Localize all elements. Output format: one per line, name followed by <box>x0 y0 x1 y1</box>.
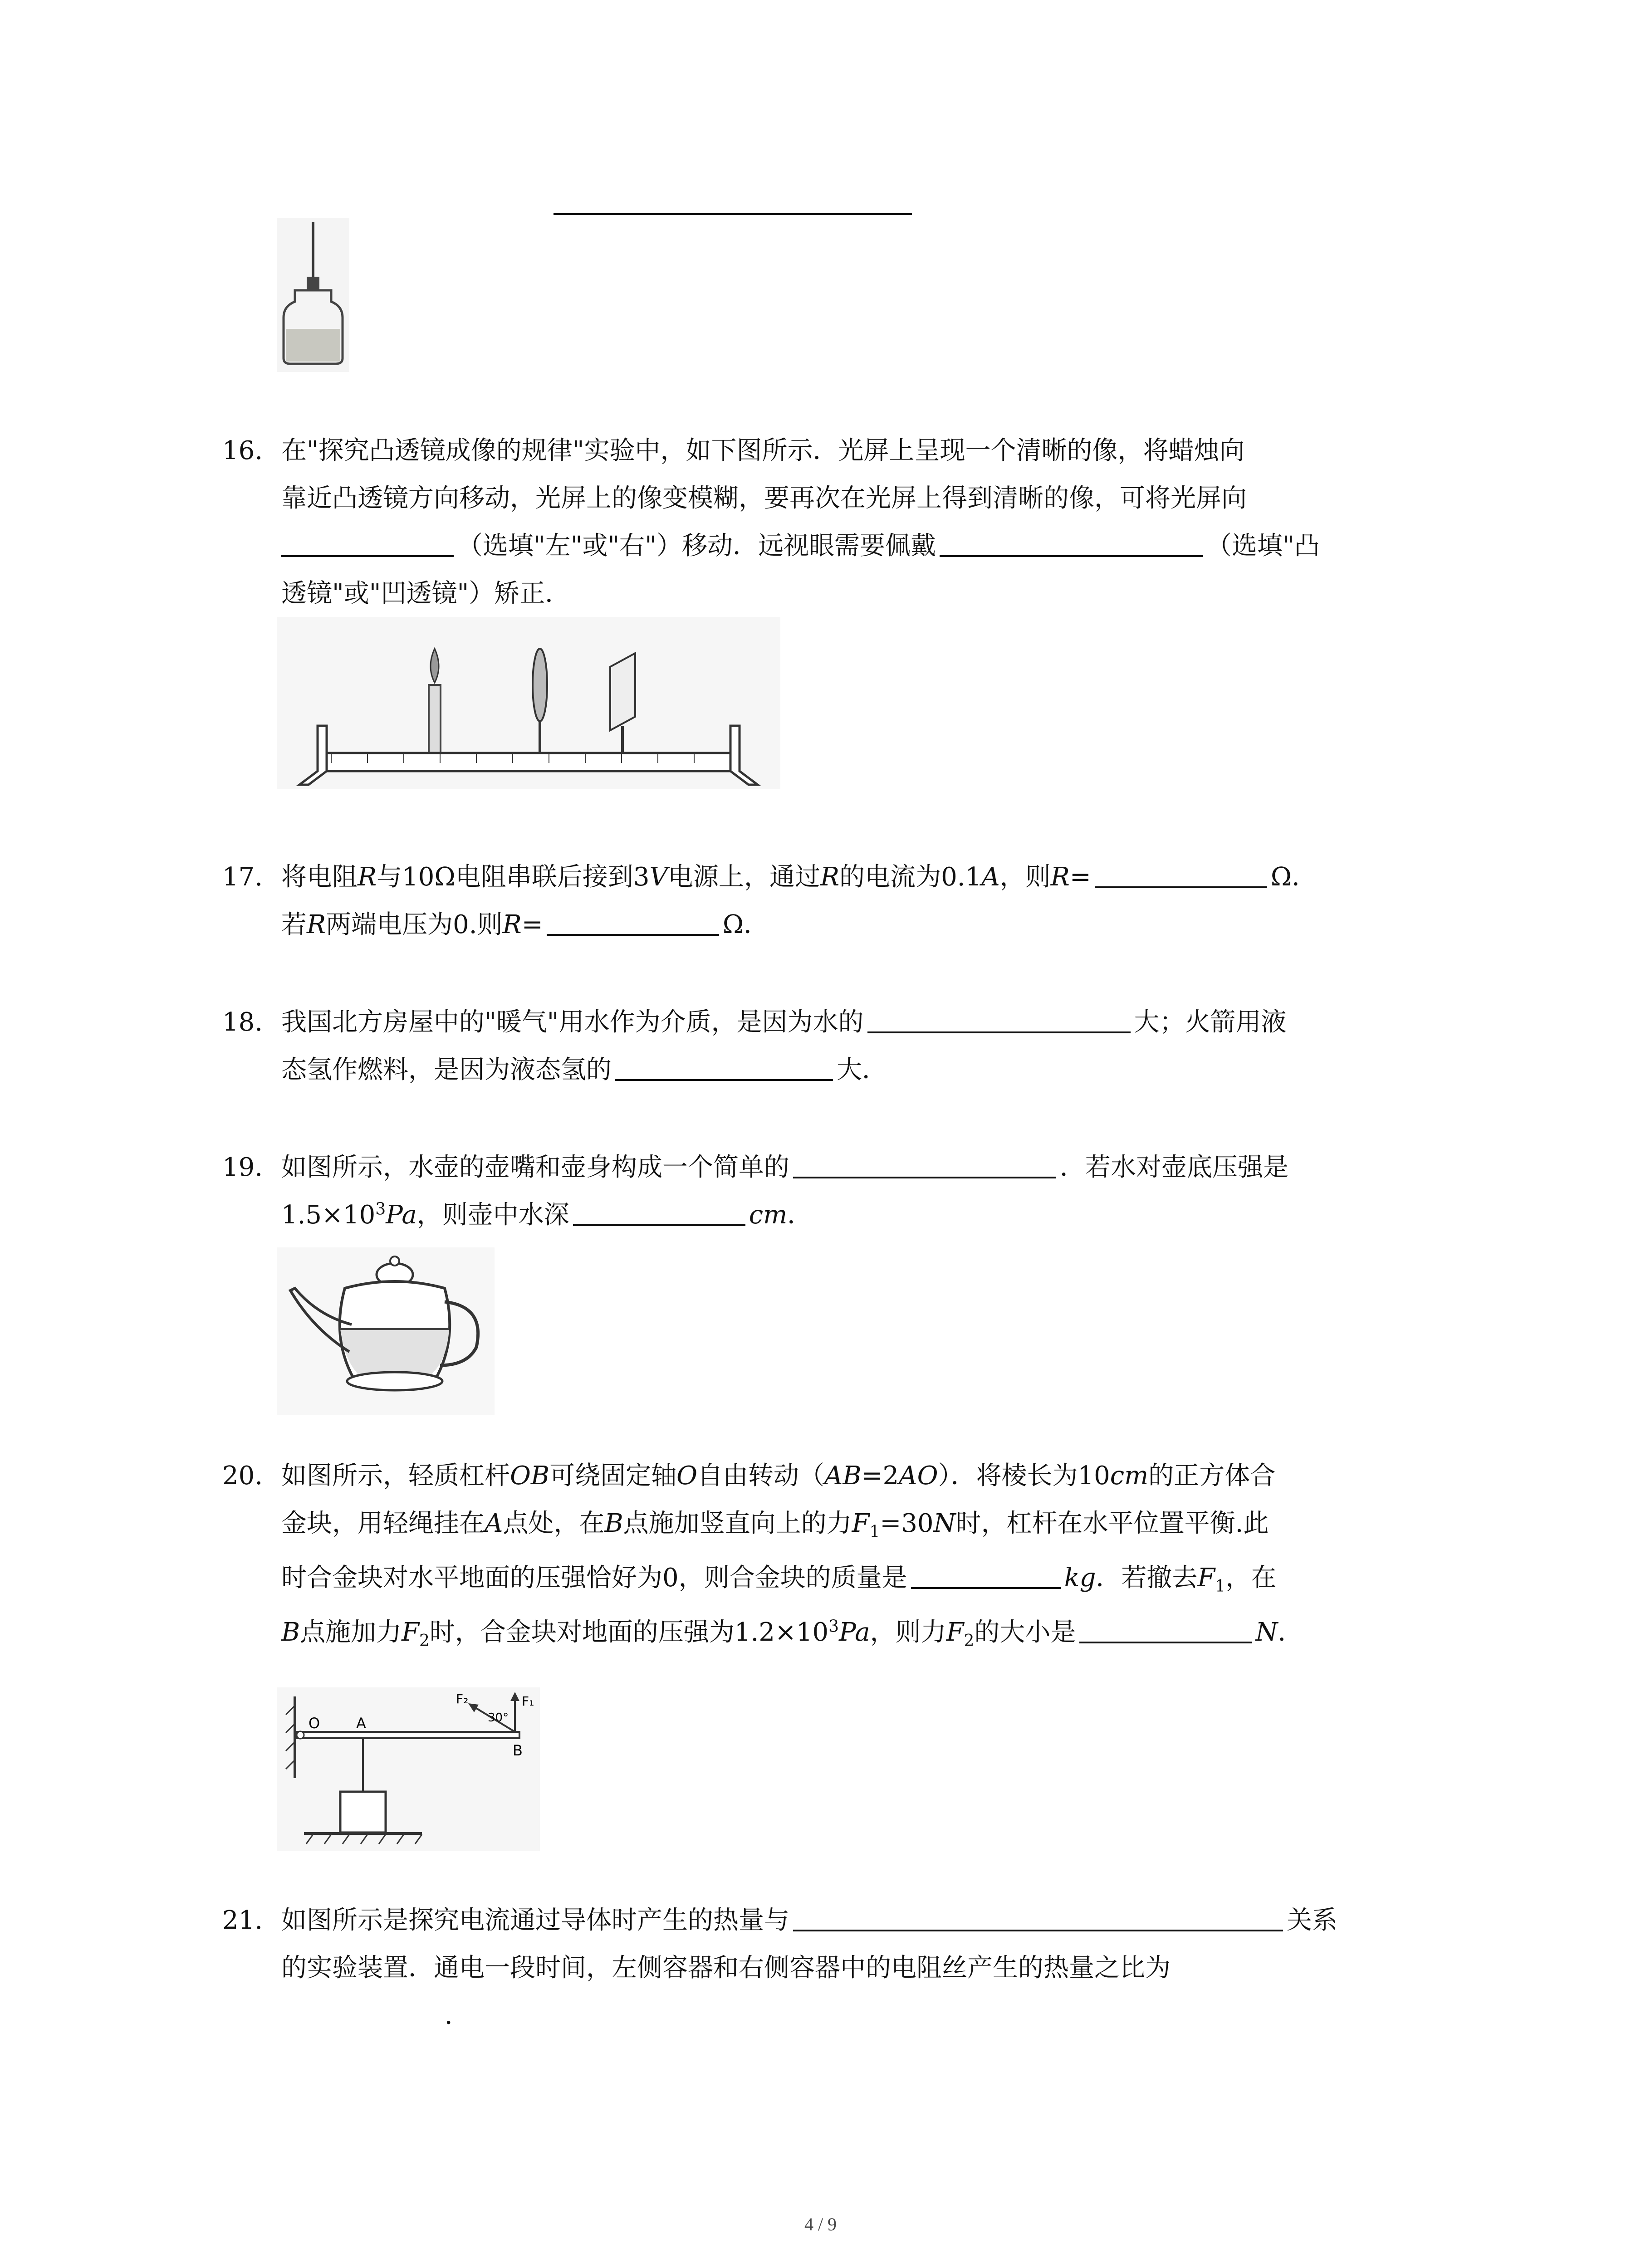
q21-line-3: ． <box>445 2001 470 2030</box>
q20-text: ． <box>1278 1618 1303 1647</box>
q20-text: ，则力 <box>870 1618 946 1647</box>
var-OB: OB <box>510 1461 550 1491</box>
var-F: F <box>402 1618 420 1647</box>
bottle-figure <box>277 218 349 372</box>
q21-text: 关系 <box>1287 1906 1337 1935</box>
var-R: R <box>820 862 840 892</box>
var-AB: AB <box>824 1461 862 1491</box>
q16-line-3a: （选填"左"或"右"）移动．远视眼需要佩戴 <box>457 531 936 561</box>
q20-text: 的大小是 <box>974 1618 1076 1647</box>
exponent: 3 <box>375 1200 386 1219</box>
subscript: 2 <box>964 1632 975 1651</box>
question-number: 16. <box>222 436 263 465</box>
q17-text: 的电流为0.1 <box>839 862 982 892</box>
q18-text: 态氢作燃料，是因为液态氢的 <box>281 1055 612 1085</box>
var-B: B <box>281 1618 300 1647</box>
unit-cm: cm <box>749 1200 788 1230</box>
answer-blank-lens[interactable] <box>940 528 1203 557</box>
answer-blank-connector[interactable] <box>793 1149 1056 1178</box>
answer-blank-direction[interactable] <box>281 528 454 557</box>
unit-ohm: Ω． <box>1270 862 1318 892</box>
q16-line-1: 在"探究凸透镜成像的规律"实验中，如下图所示．光屏上呈现一个清晰的像，将蜡烛向 <box>281 436 1245 465</box>
q17-text: 若 <box>281 910 307 939</box>
unit-Pa: Pa <box>839 1618 870 1647</box>
var-A: A <box>485 1509 503 1538</box>
teapot-figure <box>277 1247 495 1415</box>
q20-text: 点施加竖直向上的力 <box>623 1509 852 1538</box>
q20-text: 时，合金块对地面的压强为1.2×10 <box>429 1618 829 1647</box>
q20-text: ，在 <box>1225 1563 1277 1593</box>
q20-text: 点施加力 <box>300 1618 402 1647</box>
page-number: 4 / 9 <box>804 2214 837 2234</box>
q19-text: 1.5×10 <box>281 1200 376 1230</box>
unit-V: V <box>649 862 668 892</box>
question-number: 20. <box>222 1461 263 1491</box>
question-number: 17. <box>222 862 263 892</box>
var-F: F <box>1197 1563 1215 1593</box>
label-F1: F₁ <box>522 1694 534 1709</box>
q18-text: 大． <box>837 1055 887 1085</box>
answer-blank-prev[interactable] <box>554 213 912 215</box>
unit-cm: cm <box>1110 1461 1149 1491</box>
var-B: B <box>604 1509 623 1538</box>
var-R: R <box>1050 862 1070 892</box>
q20-text: 自由转动（ <box>697 1461 824 1491</box>
q16-line-2: 靠近凸透镜方向移动，光屏上的像变模糊，要再次在光屏上得到清晰的像，可将光屏向 <box>281 484 1247 513</box>
answer-blank-factor[interactable] <box>793 1902 1283 1931</box>
subscript: 1 <box>1215 1577 1226 1596</box>
answer-blank-force[interactable] <box>1079 1614 1252 1643</box>
exponent: 3 <box>828 1617 839 1636</box>
unit-N: N <box>933 1509 956 1538</box>
answer-blank-hydrogen[interactable] <box>615 1052 833 1081</box>
q20-text: ．若撤去 <box>1096 1563 1198 1593</box>
var-AO: AO <box>899 1461 938 1491</box>
q19-text: ，则壶中水深 <box>416 1200 569 1230</box>
q18-text: 我国北方房屋中的"暖气"用水作为介质，是因为水的 <box>281 1007 864 1037</box>
optical-bench-figure <box>277 617 780 789</box>
var-F: F <box>946 1618 964 1647</box>
q17-text: ，则 <box>999 862 1051 892</box>
unit-ohm: Ω． <box>722 910 769 939</box>
answer-blank-water[interactable] <box>867 1004 1131 1033</box>
label-F2: F₂ <box>456 1691 469 1706</box>
q16-line-3b: （选填"凸 <box>1206 531 1320 561</box>
q20-text: 金块，用轻绳挂在 <box>281 1509 485 1538</box>
answer-blank-resistance-2[interactable] <box>547 907 719 936</box>
answer-blank-resistance-1[interactable] <box>1095 859 1267 888</box>
label-O: O <box>309 1715 320 1732</box>
q20-text: 的正方体合 <box>1148 1461 1276 1491</box>
var-R: R <box>307 910 326 939</box>
question-number: 21. <box>222 1906 263 1935</box>
q17-text: 电源上，通过 <box>667 862 820 892</box>
unit-kg: kg <box>1064 1563 1096 1593</box>
q17-text: = <box>1069 862 1091 892</box>
q17-text: 与10Ω电阻串联后接到3 <box>377 862 650 892</box>
var-F: F <box>852 1509 870 1538</box>
q21-line-2: 的实验装置．通电一段时间，左侧容器和右侧容器中的电阻丝产生的热量之比为 <box>281 1953 1171 1983</box>
var-R: R <box>502 910 522 939</box>
label-B: B <box>513 1742 523 1759</box>
q19-text: 如图所示，水壶的壶嘴和壶身构成一个简单的 <box>281 1153 789 1182</box>
subscript: 2 <box>419 1632 430 1651</box>
question-number: 18. <box>222 1007 263 1037</box>
subscript: 1 <box>869 1523 880 1542</box>
answer-blank-mass[interactable] <box>911 1560 1061 1589</box>
q20-text: 点处，在 <box>503 1509 605 1538</box>
unit-A: A <box>981 862 1000 892</box>
unit-N: N <box>1255 1618 1278 1647</box>
q20-text: 时，杠杆在水平位置平衡.此 <box>955 1509 1269 1538</box>
question-number: 19. <box>222 1153 263 1182</box>
q17-text: = <box>521 910 543 939</box>
var-R: R <box>358 862 377 892</box>
unit-Pa: Pa <box>386 1200 417 1230</box>
q20-text: 可绕固定轴 <box>549 1461 677 1491</box>
answer-blank-depth[interactable] <box>573 1197 745 1226</box>
q16-line-4: 透镜"或"凹透镜"）矫正． <box>281 579 571 608</box>
q21-text: 如图所示是探究电流通过导体时产生的热量与 <box>281 1906 789 1935</box>
var-O: O <box>676 1461 697 1491</box>
q17-text: 两端电压为0.则 <box>326 910 503 939</box>
label-angle: 30° <box>488 1711 509 1725</box>
q20-text: =30 <box>880 1509 934 1538</box>
lever-figure <box>277 1687 540 1851</box>
label-A: A <box>356 1715 366 1732</box>
q20-text: 时合金块对水平地面的压强恰好为0，则合金块的质量是 <box>281 1563 907 1593</box>
q20-text: =2 <box>861 1461 899 1491</box>
q20-text: ）．将棱长为10 <box>938 1461 1110 1491</box>
q17-text: 将电阻 <box>281 862 358 892</box>
q19-text: ． <box>787 1200 813 1230</box>
q18-text: 大；火箭用液 <box>1134 1007 1287 1037</box>
q20-text: 如图所示，轻质杠杆 <box>281 1461 510 1491</box>
q19-text: ．若水对壶底压强是 <box>1060 1153 1288 1182</box>
